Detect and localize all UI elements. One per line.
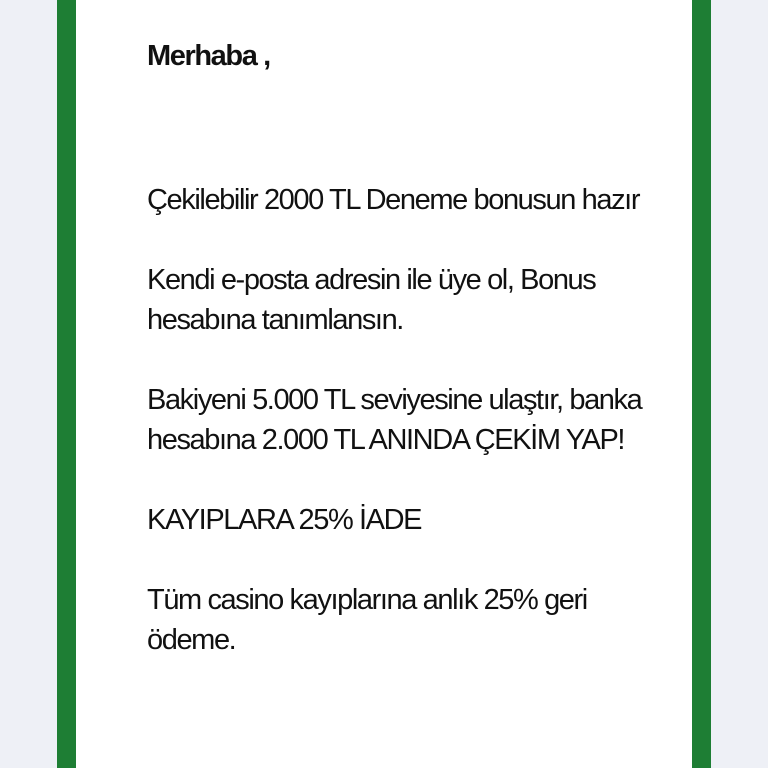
signup-instruction-text: Kendi e-posta adresin ile üye ol, Bonus hesabına tanımlansın. xyxy=(147,264,596,336)
cashback-detail-text: Tüm casino kayıplarına anlık 25% geri ödeme. xyxy=(147,584,587,656)
email-body xyxy=(147,36,647,660)
withdrawal-offer-text: Bakiyeni 5.000 TL seviyesine ulaştır, banka hesabına 2.000 TL ANINDA ÇEKİM YAP! xyxy=(147,384,642,456)
cashback-heading-text: KAYIPLARA 25% İADE xyxy=(147,504,422,536)
greeting-text: Merhaba , xyxy=(147,40,270,72)
email-message-card xyxy=(57,0,711,768)
bonus-ready-text: Çekilebilir 2000 TL Deneme bonusun hazır xyxy=(147,184,640,216)
